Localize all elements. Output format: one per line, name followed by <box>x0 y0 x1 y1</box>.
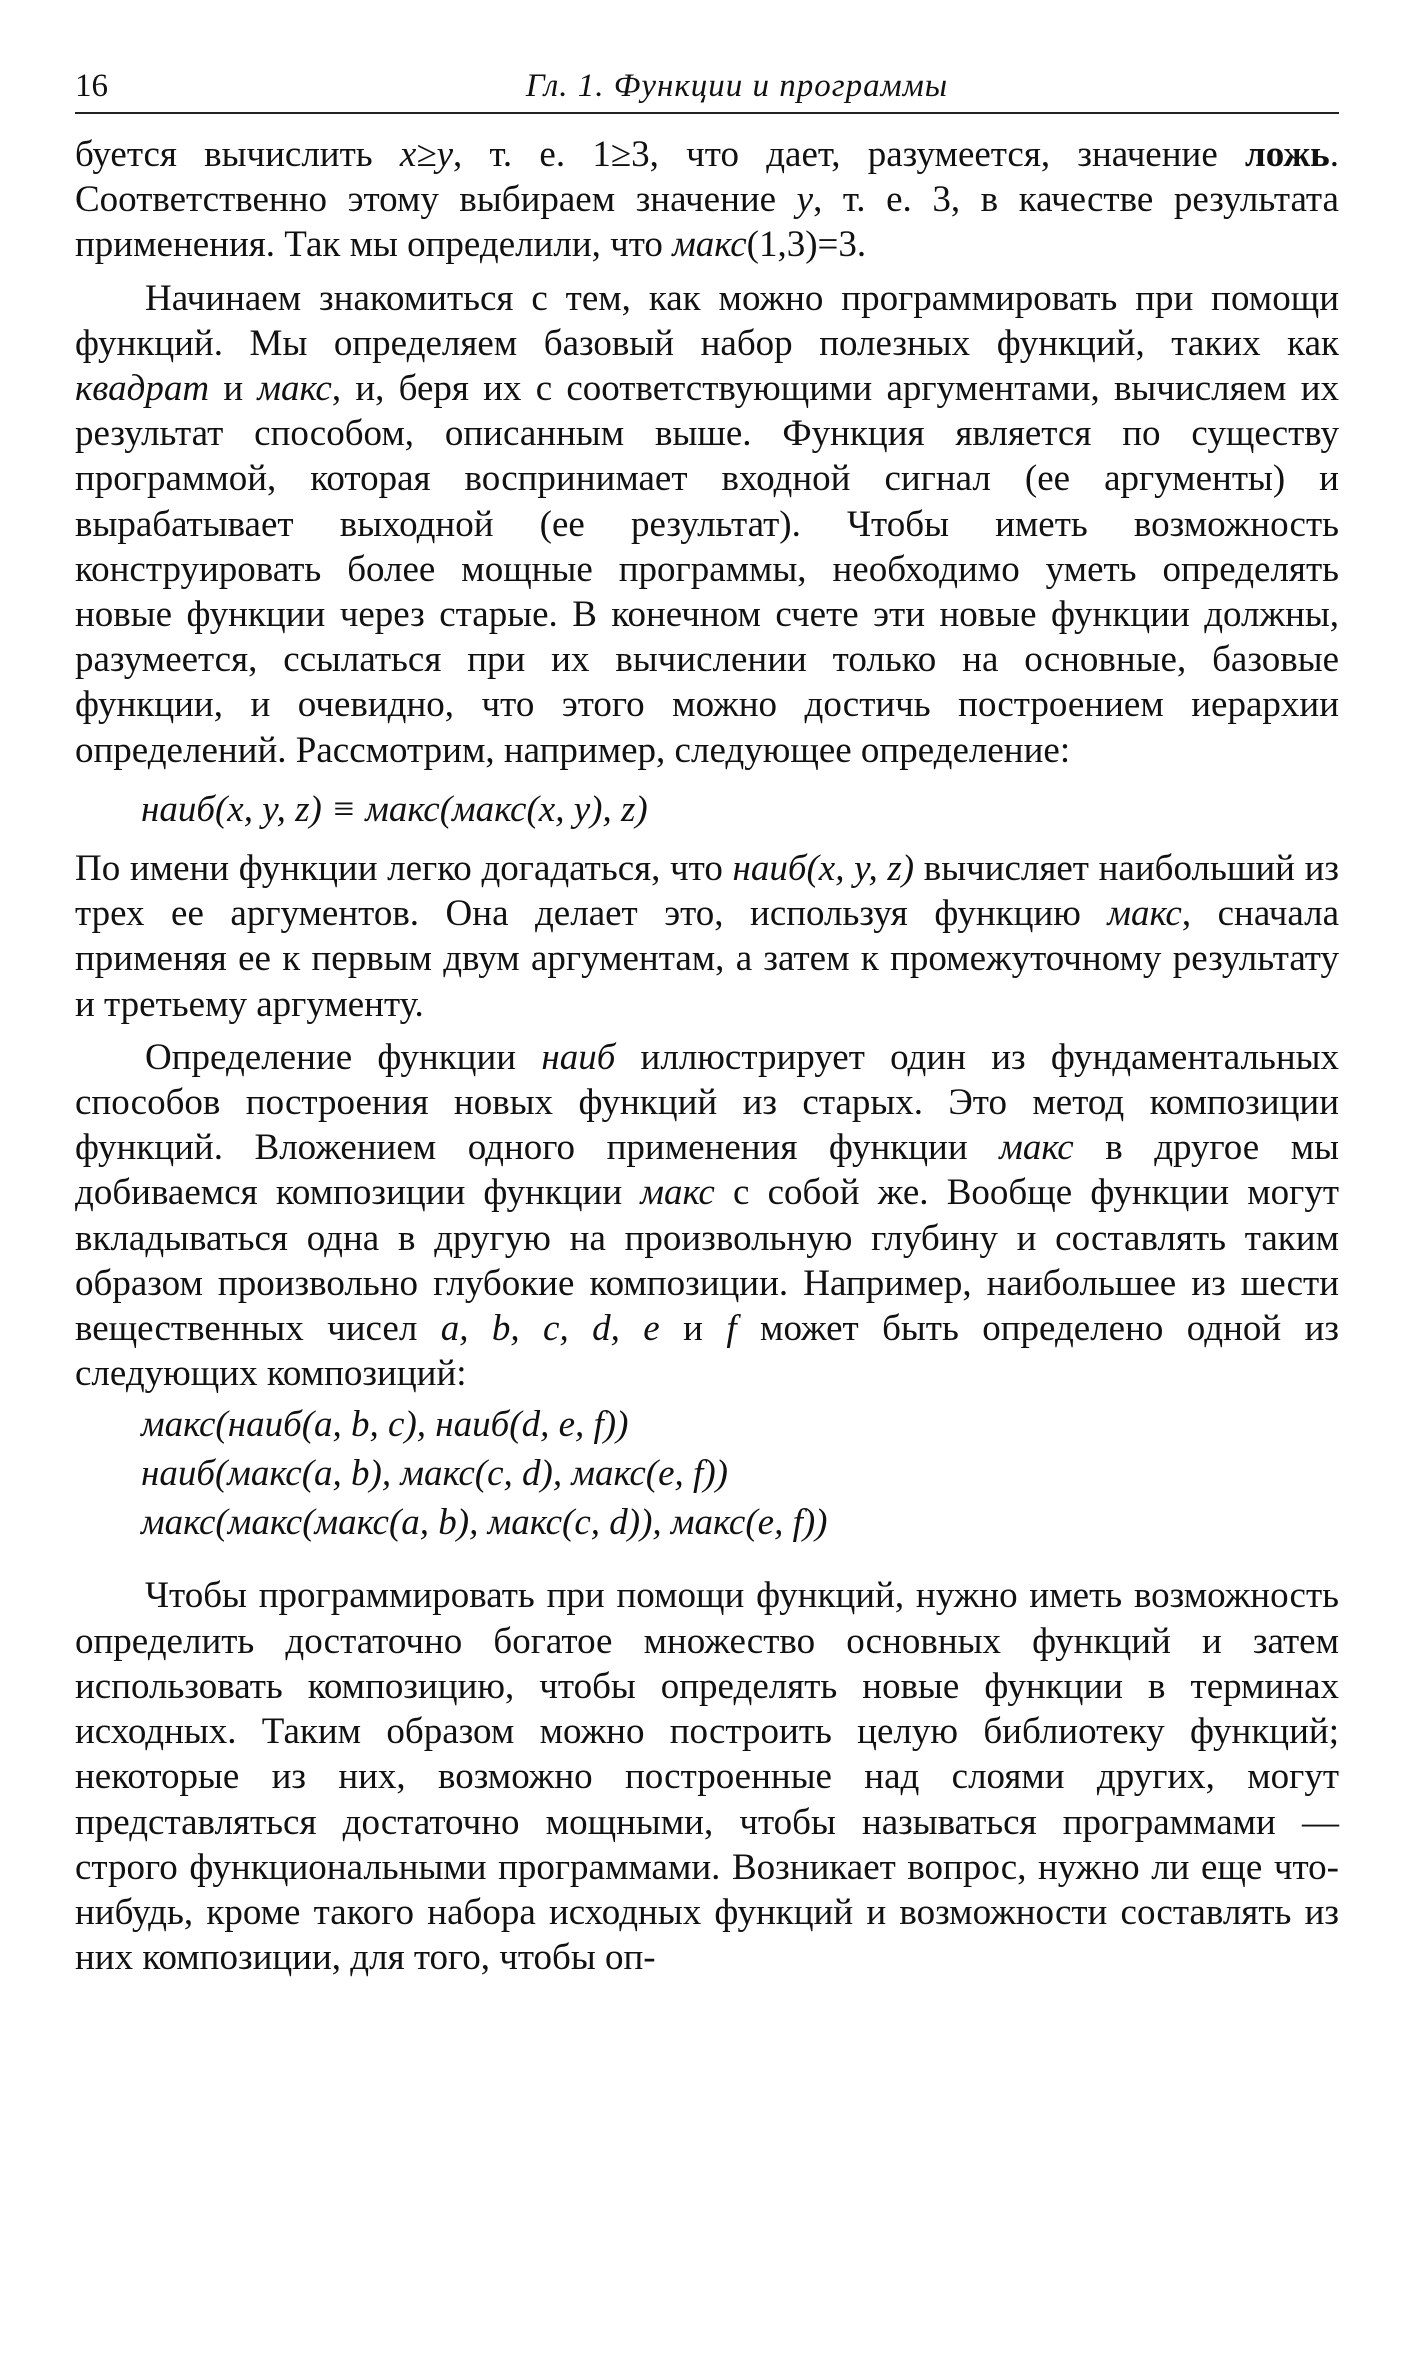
math-run: f <box>726 1308 737 1350</box>
text-run: и <box>659 1308 727 1350</box>
bold-term: ложь <box>1245 134 1330 175</box>
text-run: иллюстрирует один из фундаментальных способов построения новых функций из старых. Это метод композиции функций. Вложением одного применения функции <box>75 1036 1339 1169</box>
math-run: квадрат <box>75 368 210 410</box>
paragraph-5: Чтобы программировать при помощи функций, нужно иметь возможность определить достаточно богатое множество основных функций и затем использовать композицию, чтобы определять новые функции в терминах исходных. Таким образом можно построить целую библиотеку функций; некоторые из них, возможно построенные над слоями других, могут представляться достаточно мощными, чтобы называться программами — строго функциональными программами. Возникает вопрос, нужно ли еще что-нибудь, кроме такого набора исходных функций и возможности составлять из них композиции, для того, чтобы оп- <box>75 1575 1339 1979</box>
text-run: По имени функции легко догадаться, что <box>75 848 733 890</box>
text-run: буется вычислить <box>75 134 400 175</box>
paragraph-4 <box>75 1035 1339 1397</box>
math-run: x≥y <box>399 134 454 175</box>
text-run: и <box>209 368 258 410</box>
formula-line: макс(макс(макс(a, b), макс(c, d)), макс(e, f)) <box>141 1502 828 1544</box>
text-run: , т. е. 1≥3, что дает, разумеется, значение <box>453 134 1246 175</box>
paragraph-2 <box>75 276 1339 773</box>
math-run: макс <box>257 368 332 410</box>
math-run: y <box>796 179 814 221</box>
text-run: Начинаем знакомиться с тем, как можно программировать при помощи функций. Мы определяем базовый набор полезных функций, таких как <box>75 277 1339 364</box>
math-run: макс <box>672 224 747 266</box>
formula-line: макс(наиб(a, b, c), наиб(d, e, f)) <box>141 1404 629 1446</box>
text-run: вычисляет наибольший из трех ее аргументов. Она делает это, используя функцию <box>75 848 1339 935</box>
math-run: макс <box>640 1172 715 1214</box>
text-run: (1,3)=3. <box>746 224 867 266</box>
math-run: наиб <box>541 1036 616 1078</box>
paragraph-3 <box>75 846 1339 1027</box>
page-number: 16 <box>75 68 108 104</box>
text-run: может быть определено одной из следующих композиций: <box>75 1308 1339 1395</box>
text-run: , и, беря их с соответствующими аргументами, вычисляем их результат способом, описанным выше. Функция является по существу программой, которая воспринимает входной сигнал (ее аргументы) и вырабатывает выходной (ее результат). Чтобы иметь возможность конструировать более мощные программы, необходимо уметь определять новые функции через старые. В конечном счете эти новые функции должны, разумеется, ссылаться при их вычислении только на основные, базовые функции, и очевидно, что этого можно достичь построением иерархии определений. Рассмотрим, например, следующее определение: <box>75 368 1339 771</box>
text-run: в другое мы добиваемся композиции функции <box>75 1127 1339 1214</box>
composition-formulas <box>141 1400 1339 1547</box>
text-run: Определение функции <box>145 1036 542 1078</box>
text-run: , сначала применяя ее к первым двум аргументам, а затем к промежуточному результату и третьему аргументу. <box>75 893 1339 1025</box>
math-run: a, b, c, d, e <box>440 1308 660 1350</box>
formula-naib-definition: наиб(x, y, z) ≡ макс(макс(x, y), z) <box>141 788 648 830</box>
math-run: макс <box>999 1127 1074 1169</box>
formula-line: наиб(макс(a, b), макс(c, d), макс(e, f)) <box>141 1453 728 1495</box>
math-run: макс <box>1107 893 1182 935</box>
text-run: , т. е. 3, в качестве результата применения. Так мы определили, что <box>75 179 1339 266</box>
text-run: с собой же. Вообще функции могут вкладываться одна в другую на произвольную глубину и составлять таким образом произвольно глубокие композиции. Например, наибольшее из шести вещественных чисел <box>75 1172 1339 1350</box>
page-body <box>75 132 1339 1980</box>
math-run: наиб(x, y, z) <box>732 848 915 890</box>
paragraph-1 <box>75 132 1339 268</box>
text-run: . Соответственно этому выбираем значение <box>75 134 1339 221</box>
chapter-title: Гл. 1. Функции и программы <box>525 68 949 104</box>
running-header <box>75 66 1339 114</box>
